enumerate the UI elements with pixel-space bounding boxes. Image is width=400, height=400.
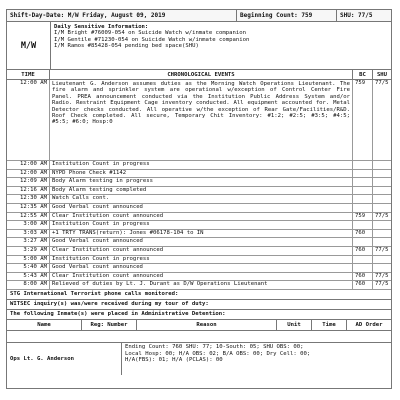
event-time: 3:00 AM: [7, 221, 50, 229]
daily-info-title: Daily Sensitive Information:: [54, 24, 149, 30]
daily-info-line: I/M Ramos #85428-054 pending bed space(SHU): [54, 43, 199, 50]
event-shu: 77/5: [375, 212, 389, 219]
event-shu: [373, 161, 391, 169]
event-text: Institution Count in progress: [50, 221, 353, 229]
events-column-headers: [7, 70, 391, 80]
event-shu: 77/5: [375, 246, 389, 253]
detention-column-headers: [7, 320, 391, 331]
event-row: [7, 80, 391, 161]
event-text: Body Alarm testing completed: [50, 187, 353, 195]
event-row: [7, 161, 391, 170]
event-bc: [353, 256, 373, 264]
event-shu: [373, 264, 391, 272]
event-row: [7, 238, 391, 247]
ending-count: [122, 343, 391, 375]
event-text: Relieved of duties by Lt. J. Durant as D/W Operations Lieutenant: [50, 281, 353, 289]
detention-title: The following Inmate(s) were placed in Administrative Detention:: [7, 310, 391, 320]
event-bc: [353, 204, 373, 212]
log-footer: [7, 343, 391, 375]
event-bc: [353, 195, 373, 203]
event-bc: [353, 178, 373, 186]
event-shu: [373, 170, 391, 178]
event-text: +1 TRTY TRANS(return): Jones #06178-104 to IN: [50, 230, 353, 238]
event-shu: [373, 238, 391, 246]
beginning-count: Beginning Count: 759: [237, 10, 337, 21]
daily-sensitive-info: [51, 22, 391, 69]
event-shu: [373, 221, 391, 229]
ops-lieutenant: Ops Lt. G. Anderson: [7, 343, 122, 375]
event-time: 5:40 AM: [7, 264, 50, 272]
event-text: Clear Institution count announced: [50, 213, 353, 221]
event-text: Good Verbal count announced: [50, 204, 353, 212]
event-time: 12:09 AM: [7, 178, 50, 186]
event-bc: [353, 161, 373, 169]
event-bc: [353, 221, 373, 229]
event-bc: [353, 170, 373, 178]
event-shu: [373, 178, 391, 186]
event-bc: 759: [353, 213, 373, 221]
daily-info-section: [7, 22, 391, 70]
event-shu: [373, 195, 391, 203]
event-row: [7, 187, 391, 196]
event-row: [7, 264, 391, 273]
event-text: Body Alarm testing in progress: [50, 178, 353, 186]
event-time: 3:29 AM: [7, 247, 50, 255]
event-shu: 77/5: [375, 281, 389, 288]
event-bc: [353, 187, 373, 195]
event-time: 12:35 AM: [7, 204, 50, 212]
event-time: 12:55 AM: [7, 213, 50, 221]
event-text: Good Verbal count announced: [50, 238, 353, 246]
events-column-header: CHRONOLOGICAL EVENTS: [50, 70, 353, 79]
event-row: [7, 273, 391, 282]
bc-column-header: BC: [353, 70, 373, 79]
event-text: NYPD Phone Check #1142: [50, 170, 353, 178]
event-bc: 759: [353, 80, 373, 160]
log-header: [7, 10, 391, 22]
event-row: [7, 178, 391, 187]
event-row: [7, 213, 391, 222]
event-text: Watch Calls cont.: [50, 195, 353, 203]
event-shu: [373, 256, 391, 264]
event-text: Institution Count in progress: [50, 256, 353, 264]
event-text: Clear Institution count announced: [50, 273, 353, 281]
shu-column-header: SHU: [376, 71, 388, 78]
event-row: [7, 170, 391, 179]
event-time: 3:27 AM: [7, 238, 50, 246]
event-text: Institution Count in progress: [50, 161, 353, 169]
detention-time-header: Time: [312, 320, 347, 330]
event-bc: [353, 238, 373, 246]
detention-name-header: Name: [7, 320, 82, 330]
event-time: 12:16 AM: [7, 187, 50, 195]
event-text: Good Verbal count announced: [50, 264, 353, 272]
event-list: [7, 161, 391, 290]
event-time: 12:00 AM: [7, 170, 50, 178]
detention-reg-header: Reg: Number: [82, 320, 137, 330]
ending-count-line: Ending Count: 760 SHU: 77; 10-South: 05; SHU OBS: 00;: [125, 343, 304, 350]
ending-count-line: Local Hosp: 00; H/A OBS: 02; B/A OBS: 00; Dry Cell: 00;: [125, 350, 311, 357]
event-row: [7, 247, 391, 256]
daily-info-line: I/M Gentile #71230-054 on Suicide Watch w/inmate companion: [54, 36, 250, 43]
event-text: Lieutenant G. Anderson assumes duties as the Morning Watch Operations Lieutenant. The fire alarm and sprinkler system are operational w/exception of Control Center Fire Panel. PREA announcement conducted via the Institution Public Address System and/or Radio. Restraint Equipment Cage inventory conducted. All equipment accounted for. Metal Detector checks conducted. All operative w/the exception of Rear Gate/Facilities/R&D. Roof Check completed. All secure, Temporary Chit Inventory: #1:2; #2:5; #3:5; #4:5; #5:5; #6:0; Hosp:0: [50, 80, 353, 160]
stg-monitor-line: STG International Terrorist phone calls monitored:: [7, 290, 391, 300]
event-bc: 760: [353, 273, 373, 281]
shift-label: M/W: [7, 22, 51, 69]
event-shu: 77/5: [375, 80, 389, 86]
event-time: 12:30 AM: [7, 195, 50, 203]
detention-empty-row: [7, 331, 391, 343]
event-text: Clear Institution count announced: [50, 247, 353, 255]
event-time: 3:03 AM: [7, 230, 50, 238]
event-shu: [373, 230, 391, 238]
event-row: [7, 204, 391, 213]
event-row: [7, 256, 391, 265]
shift-day-date: Shift-Day-Date: M/W Friday, August 09, 2019: [7, 10, 237, 21]
detention-ad-order-header: AD Order: [355, 321, 383, 328]
witsec-line: WITSEC inquiry(s) was/were received during my tour of duty:: [7, 300, 391, 310]
event-shu: [373, 204, 391, 212]
detention-unit-header: Unit: [277, 320, 312, 330]
event-row: [7, 195, 391, 204]
event-bc: [353, 264, 373, 272]
event-time: 5:43 AM: [7, 273, 50, 281]
event-shu: [373, 187, 391, 195]
event-row: [7, 281, 391, 290]
operations-log: [6, 9, 392, 389]
event-shu: 77/5: [375, 272, 389, 279]
shu-count: SHU: 77/5: [340, 12, 373, 19]
event-row: [7, 230, 391, 239]
event-time: 12:00 AM: [7, 161, 50, 169]
time-column-header: TIME: [7, 70, 50, 79]
event-row: [7, 221, 391, 230]
event-time: 12:00 AM: [7, 80, 50, 160]
ending-count-line: H/A(FBS): 01; H/A (PCLAS): 00: [125, 357, 223, 364]
event-time: 8:00 AM: [7, 281, 50, 289]
event-bc: 760: [353, 247, 373, 255]
event-bc: 760: [353, 281, 373, 289]
daily-info-line: I/M Bright #76009-054 on Suicide Watch w/inmate companion: [54, 30, 246, 37]
event-time: 5:00 AM: [7, 256, 50, 264]
event-bc: 760: [353, 230, 373, 238]
detention-reason-header: Reason: [137, 320, 277, 330]
